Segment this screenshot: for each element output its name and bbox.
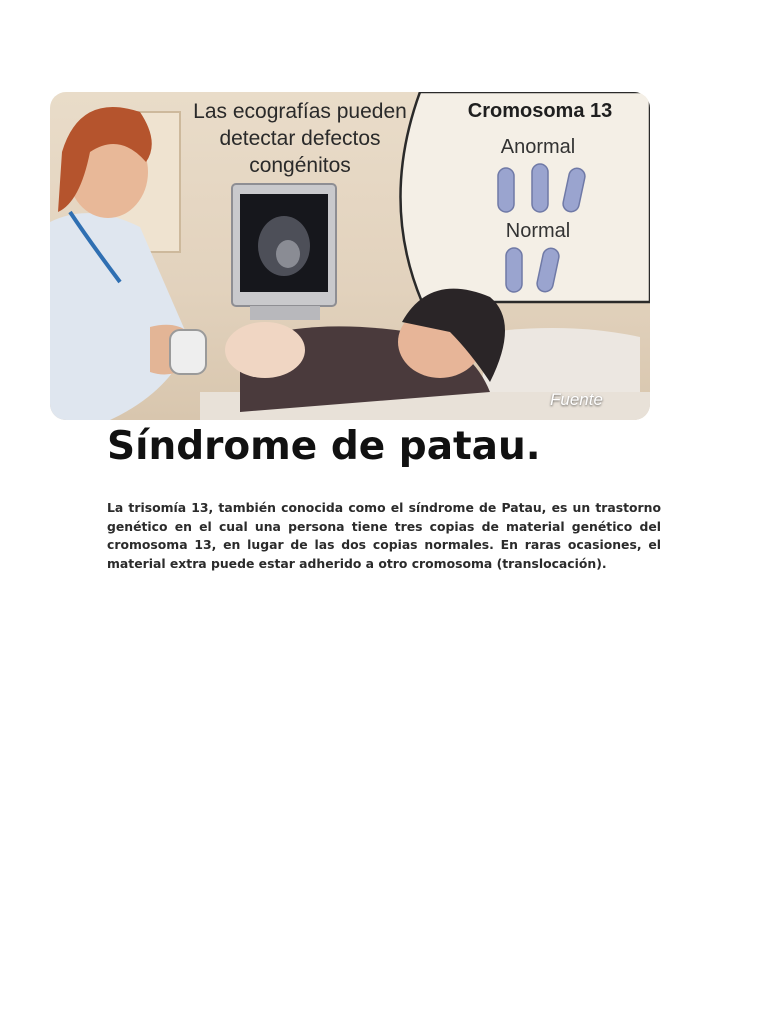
ultrasound-illustration [50,92,650,420]
chromosome-title: Cromosoma 13 [467,100,613,122]
page-title: Síndrome de patau. [107,424,541,469]
figure-caption: Las ecografías pueden detectar defectos congénitos [193,100,407,177]
chromosome-abnormal-group [498,164,586,213]
body-paragraph: La trisomía 13, también conocida como el síndrome de Patau, es un trastorno genético en el cual una persona tiene tres copias de material genético del cromosoma 13, en lugar de las dos copias normales. En raras ocasiones, el material extra puede estar adherido a otro cromosoma (translocación). [107,500,661,571]
label-abnormal: Anormal [500,136,576,158]
chromosome-panel [400,92,650,302]
source-link[interactable]: Fuente [550,390,603,409]
label-normal: Normal [505,220,571,242]
